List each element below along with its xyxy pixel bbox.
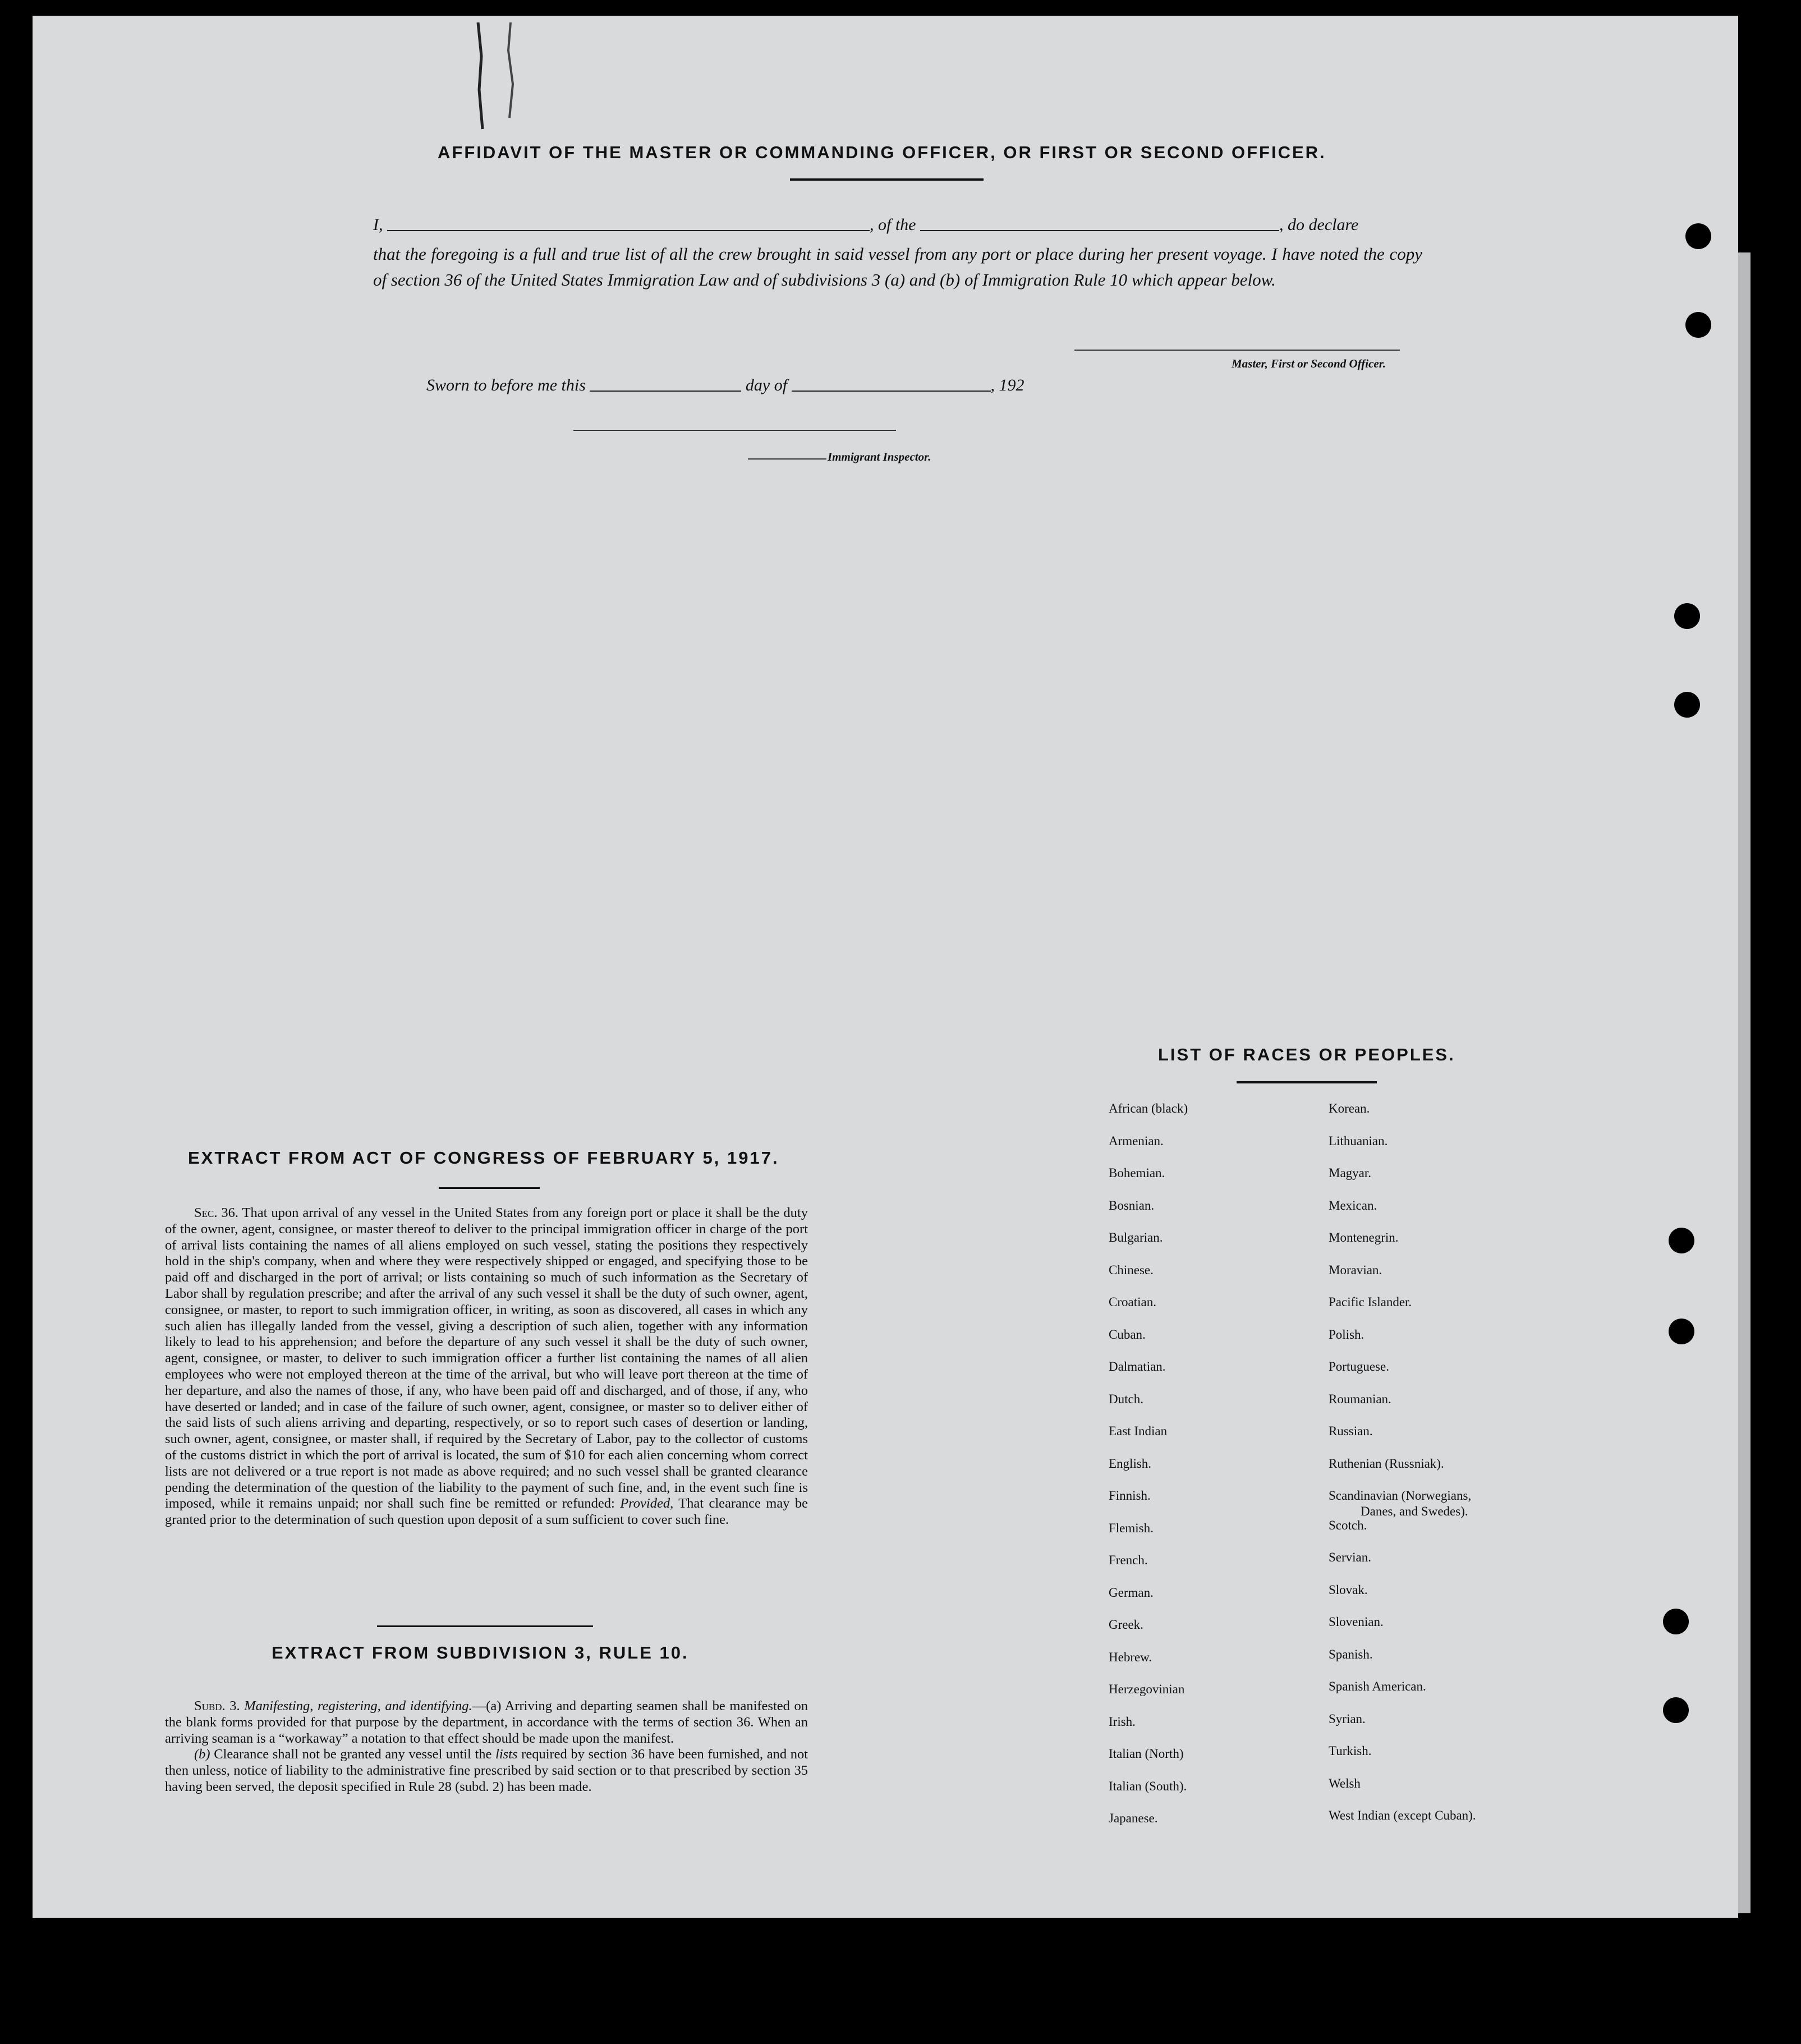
subd-a-marker: —(a) xyxy=(472,1698,502,1714)
race-item: Cuban. xyxy=(1109,1328,1146,1342)
race-item: Irish. xyxy=(1109,1715,1136,1729)
of-the-label: , of the xyxy=(870,215,916,234)
act-extract-rule xyxy=(439,1187,540,1189)
race-item: East Indian xyxy=(1109,1424,1168,1438)
rule-extract-top-rule xyxy=(377,1625,593,1627)
subd-b-marker: (b) xyxy=(194,1747,210,1762)
punch-hole xyxy=(1669,1319,1694,1344)
section-body: That upon arrival of any vessel in the United States from any foreign port or place it shall be the duty of the owner, agent, consignee, or master thereof to deliver to the principal immigration officer in charge of the port of arrival lists containing the names of all aliens employed on such vessel, stating the positions they respectively hold in the ship's company, when and where they were respectively shipped or engaged, and specifying those to be paid off and discharged in the port of arrival; or lists containing so much of such information as the Secretary of Labor shall by regulation prescribe; and after the arrival of any such vessel it shall be the duty of such owner, agent, consignee, or master, to report to such immigration officer, in writing, as soon as discovered, all cases in which any such alien has illegally landed from the vessel, giving a description of such alien, together with any information likely to lead to his apprehension; and before the departure of any such vessel it shall be the duty of such owner, agent, consignee, or master, to deliver to such immigration officer a further list containing the names of all alien employees who were not employed thereon at the time of the arrival, but who will leave port thereon at the time of her departure, and also the names of those, if any, who have been paid off and discharged, and of those, if any, who have deserted or landed; and in case of the failure of such owner, agent, consignee, or master so to deliver either of the said lists of such aliens arriving and departing, respectively, or so to report such cases of desertion or landing, such owner, agent, consignee, or master shall, if required by the Secretary of Labor, pay to the collector of customs of the customs district in which the port of arrival is located, the sum of $10 for each alien concerning whom correct lists are not delivered or a true report is not made as above required; and no such vessel shall be granted clearance pending the determination of the question of the liability to the payment of such fine, and, in the event such fine is imposed, while it remains unpaid; nor shall such fine be remitted or refunded: xyxy=(165,1205,808,1512)
race-item: Turkish. xyxy=(1329,1744,1372,1758)
race-item: Finnish. xyxy=(1109,1489,1151,1503)
rule-extract-title: EXTRACT FROM SUBDIVISION 3, RULE 10. xyxy=(272,1643,689,1662)
race-item: Russian. xyxy=(1329,1424,1373,1438)
race-item: Mexican. xyxy=(1329,1198,1377,1212)
race-item: West Indian (except Cuban). xyxy=(1329,1808,1476,1822)
race-item: Ruthenian (Russniak). xyxy=(1329,1457,1444,1471)
race-item: Lithuanian. xyxy=(1329,1134,1388,1148)
race-item: Herzegovinian xyxy=(1109,1682,1185,1696)
declare-prefix: I, xyxy=(373,215,383,234)
paper-tear xyxy=(471,22,527,135)
race-item: Servian. xyxy=(1329,1550,1372,1564)
section-36-text xyxy=(165,1205,808,1528)
day-of-label: day of xyxy=(745,376,788,394)
inspector-name-line xyxy=(748,458,826,460)
race-item: Scotch. xyxy=(1329,1518,1367,1532)
affidavit-title-rule xyxy=(790,178,984,181)
race-item: Italian (North) xyxy=(1109,1747,1184,1761)
document-page xyxy=(33,16,1738,1918)
race-item: Magyar. xyxy=(1329,1166,1372,1180)
sworn-line xyxy=(426,376,1024,395)
race-item: Italian (South). xyxy=(1109,1779,1187,1793)
punch-hole xyxy=(1685,223,1711,249)
race-item: Slovenian. xyxy=(1329,1615,1384,1629)
race-item: Korean. xyxy=(1329,1101,1370,1115)
race-item: English. xyxy=(1109,1457,1152,1471)
subdivision-3-text xyxy=(165,1698,808,1795)
sworn-year-label: , 192 xyxy=(990,376,1024,394)
provided-text: That clearance may be granted prior to the determination of such question upon deposit of a sum sufficient to cover such fine. xyxy=(165,1496,808,1528)
inspector-caption: Immigrant Inspector. xyxy=(828,450,931,463)
vessel-blank[interactable] xyxy=(920,230,1279,231)
punch-hole xyxy=(1663,1609,1689,1634)
sworn-day-blank[interactable] xyxy=(590,391,741,392)
race-item: Bohemian. xyxy=(1109,1166,1165,1180)
race-item: Portuguese. xyxy=(1329,1359,1389,1374)
punch-hole xyxy=(1674,692,1700,718)
race-item: Bulgarian. xyxy=(1109,1230,1163,1244)
do-declare-label: , do declare xyxy=(1279,215,1359,234)
affidavit-declare-line xyxy=(373,215,1358,235)
race-item: Welsh xyxy=(1329,1776,1361,1790)
race-item: Moravian. xyxy=(1329,1263,1382,1277)
sworn-prefix: Sworn to before me this xyxy=(426,376,586,394)
subd-heading: Manifesting, registering, and identifying. xyxy=(244,1698,472,1714)
race-item: Croatian. xyxy=(1109,1295,1156,1309)
race-item: Roumanian. xyxy=(1329,1392,1391,1406)
race-item: Dutch. xyxy=(1109,1392,1143,1406)
race-item: Greek. xyxy=(1109,1618,1143,1632)
subd-b-text-2: required by section 36 have been furnished, and not then unless, notice of liability to the administrative fine prescribed by said section or to that prescribed by section 35 having been served, the deposit specified in Rule 28 (subd. 2) has been made. xyxy=(165,1747,808,1794)
race-item: Spanish. xyxy=(1329,1647,1373,1661)
subd-b-lists: lists xyxy=(495,1747,518,1762)
punch-hole xyxy=(1663,1697,1689,1723)
race-item: German. xyxy=(1109,1586,1154,1600)
race-item: Hebrew. xyxy=(1109,1650,1152,1664)
page-edge xyxy=(1738,252,1751,1913)
race-item: Polish. xyxy=(1329,1328,1364,1342)
race-item: French. xyxy=(1109,1553,1148,1567)
race-continuation: Danes, and Swedes). xyxy=(1361,1504,1468,1518)
race-item: Flemish. xyxy=(1109,1521,1154,1535)
race-item: Pacific Islander. xyxy=(1329,1295,1412,1309)
provided-word: Provided, xyxy=(620,1496,674,1512)
sworn-month-blank[interactable] xyxy=(792,391,991,392)
subd-b-text-1: Clearance shall not be granted any vessel until the xyxy=(214,1747,492,1762)
name-blank[interactable] xyxy=(387,230,870,231)
races-title: LIST OF RACES OR PEOPLES. xyxy=(1158,1045,1455,1064)
master-signature-caption: Master, First or Second Officer. xyxy=(1232,357,1386,370)
race-item: Chinese. xyxy=(1109,1263,1154,1277)
race-item: Spanish American. xyxy=(1329,1679,1426,1693)
race-item: Scandinavian (Norwegians, xyxy=(1329,1489,1472,1503)
act-extract-title: EXTRACT FROM ACT OF CONGRESS OF FEBRUARY 5, 1917. xyxy=(188,1148,779,1168)
punch-hole xyxy=(1685,312,1711,338)
subd-a-text: Arriving and departing seamen shall be manifested on the blank forms provided for that purpose by the department, in accordance with the terms of section 36. When an arriving seaman is a “workaway” a notation to that effect should be made upon the manifest. xyxy=(165,1698,808,1746)
race-item: Slovak. xyxy=(1329,1583,1368,1597)
section-label: Sec. 36. xyxy=(194,1205,239,1220)
inspector-signature-line[interactable] xyxy=(573,430,896,431)
races-rule xyxy=(1237,1081,1377,1083)
race-item: Bosnian. xyxy=(1109,1198,1155,1212)
master-signature-line[interactable] xyxy=(1074,350,1400,351)
race-item: Syrian. xyxy=(1329,1712,1366,1726)
race-item: Armenian. xyxy=(1109,1134,1164,1148)
subd-label: Subd. 3. xyxy=(194,1698,240,1714)
affidavit-title: AFFIDAVIT OF THE MASTER OR COMMANDING OFFICER, OR FIRST OR SECOND OFFICER. xyxy=(438,143,1326,162)
affidavit-body: that the foregoing is a full and true list of all the crew brought in said vessel from any port or place during her present voyage. I have noted the copy of section 36 of the United States Immigration Law and of subdivisions 3 (a) and (b) of Immigration Rule 10 which appear below. xyxy=(373,244,1422,290)
race-item: Montenegrin. xyxy=(1329,1230,1399,1244)
race-item: Japanese. xyxy=(1109,1811,1158,1825)
race-item: Dalmatian. xyxy=(1109,1359,1166,1374)
punch-hole xyxy=(1674,603,1700,629)
punch-hole xyxy=(1669,1228,1694,1253)
race-item: African (black) xyxy=(1109,1101,1188,1115)
